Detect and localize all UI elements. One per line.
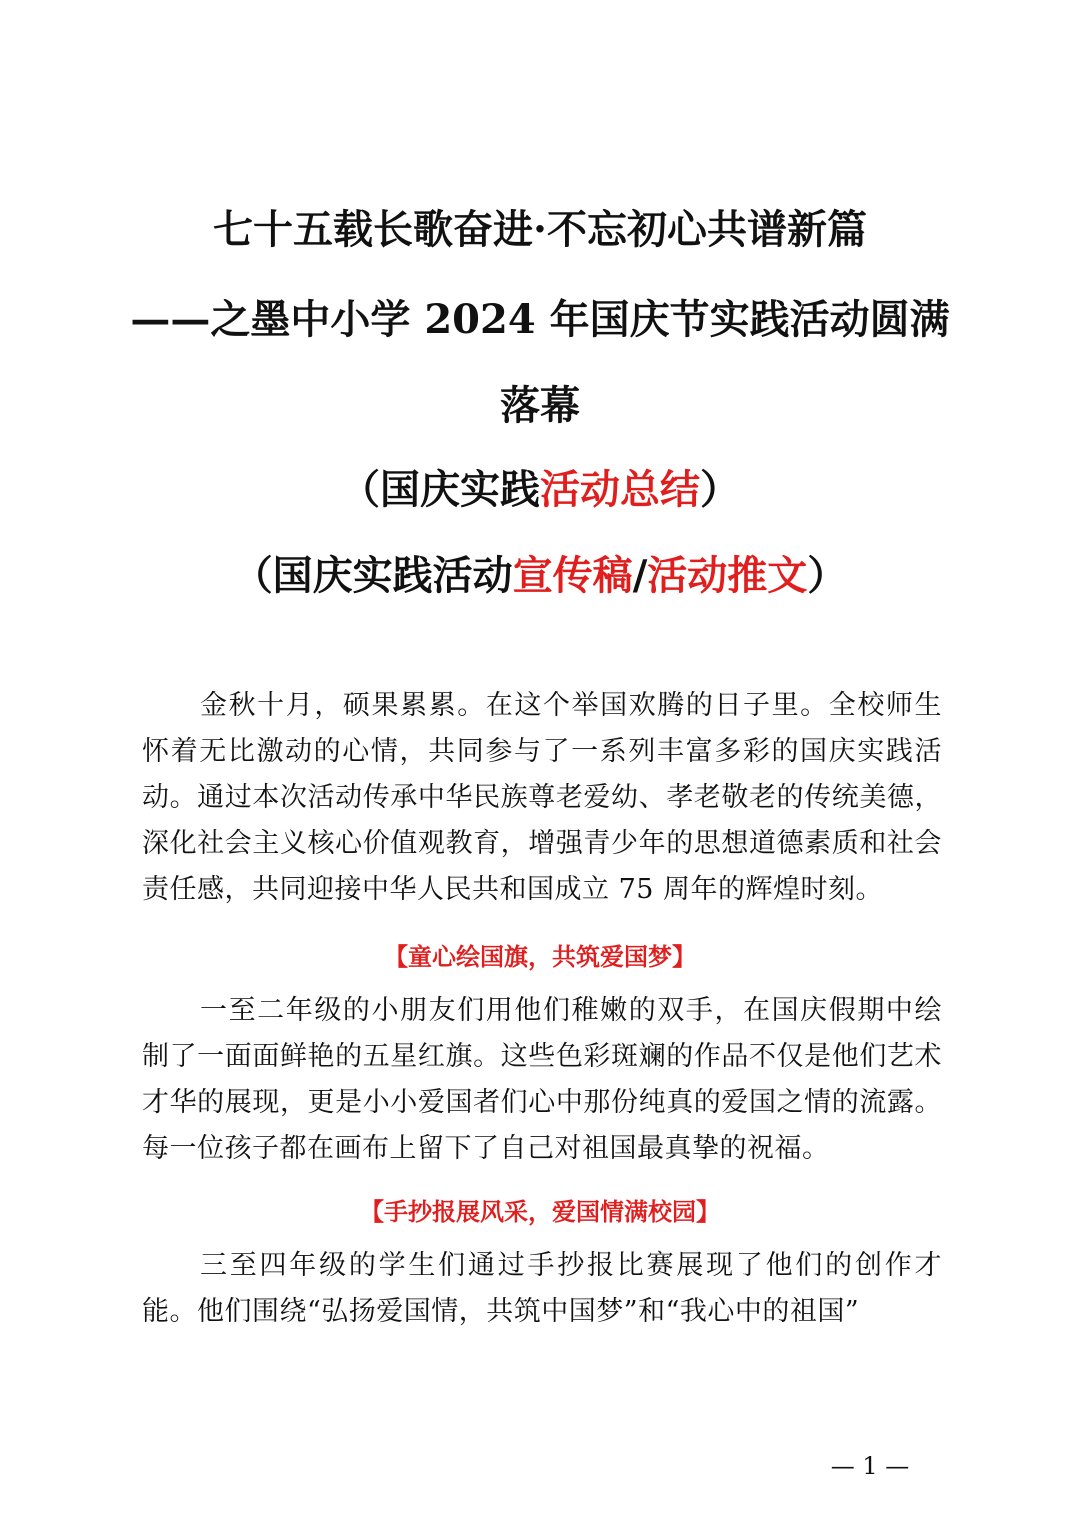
subtitle-publicity-suffix: ）	[807, 552, 848, 599]
subtitle-publicity-separator: /	[632, 552, 648, 599]
section-heading-handwritten-newspaper: 【手抄报展风采，爱国情满校园】	[360, 1198, 720, 1226]
subtitle-summary-suffix: ）	[700, 466, 740, 513]
title-line-2: ——之墨中小学 2024 年国庆节实践活动圆满	[130, 296, 950, 343]
title-line-1: 七十五载长歌奋进·不忘初心共谱新篇	[213, 206, 867, 253]
subtitle-summary-prefix: （国庆实践	[340, 466, 540, 513]
subtitle-publicity-highlight-2: 活动推文	[647, 552, 808, 599]
subtitle-publicity-highlight-1: 宣传稿	[512, 552, 633, 599]
section-paragraph-handwritten-newspaper: 三至四年级的学生们通过手抄报比赛展现了他们的创作才能。他们围绕“弘扬爱国情，共筑中国梦”和“我心中的祖国”	[142, 1250, 942, 1327]
section-paragraph-flag-drawing: 一至二年级的小朋友们用他们稚嫩的双手，在国庆假期中绘制了一面面鲜艳的五星红旗。这些色彩斑斓的作品不仅是他们艺术才华的展现，更是小小爱国者们心中那份纯真的爱国之情的流露。每一位孩子都在画布上留下了自己对祖国最真挚的祝福。	[142, 995, 942, 1164]
section-heading-flag-drawing: 【童心绘国旗，共筑爱国梦】	[384, 943, 696, 971]
page-number: — 1 —	[830, 1452, 910, 1480]
title-line-3: 落幕	[500, 382, 580, 429]
intro-paragraph: 金秋十月，硕果累累。在这个举国欢腾的日子里。全校师生怀着无比激动的心情，共同参与了一系列丰富多彩的国庆实践活动。通过本次活动传承中华民族尊老爱幼、孝老敬老的传统美德，深化社会主义核心价值观教育，增强青少年的思想道德素质和社会责任感，共同迎接中华人民共和国成立 75 周年的辉煌时刻。	[142, 690, 942, 905]
subtitle-summary	[0, 462, 1080, 518]
subtitle-publicity	[0, 548, 1080, 604]
subtitle-summary-highlight: 活动总结	[540, 466, 700, 513]
subtitle-publicity-prefix: （国庆实践活动	[232, 552, 513, 599]
